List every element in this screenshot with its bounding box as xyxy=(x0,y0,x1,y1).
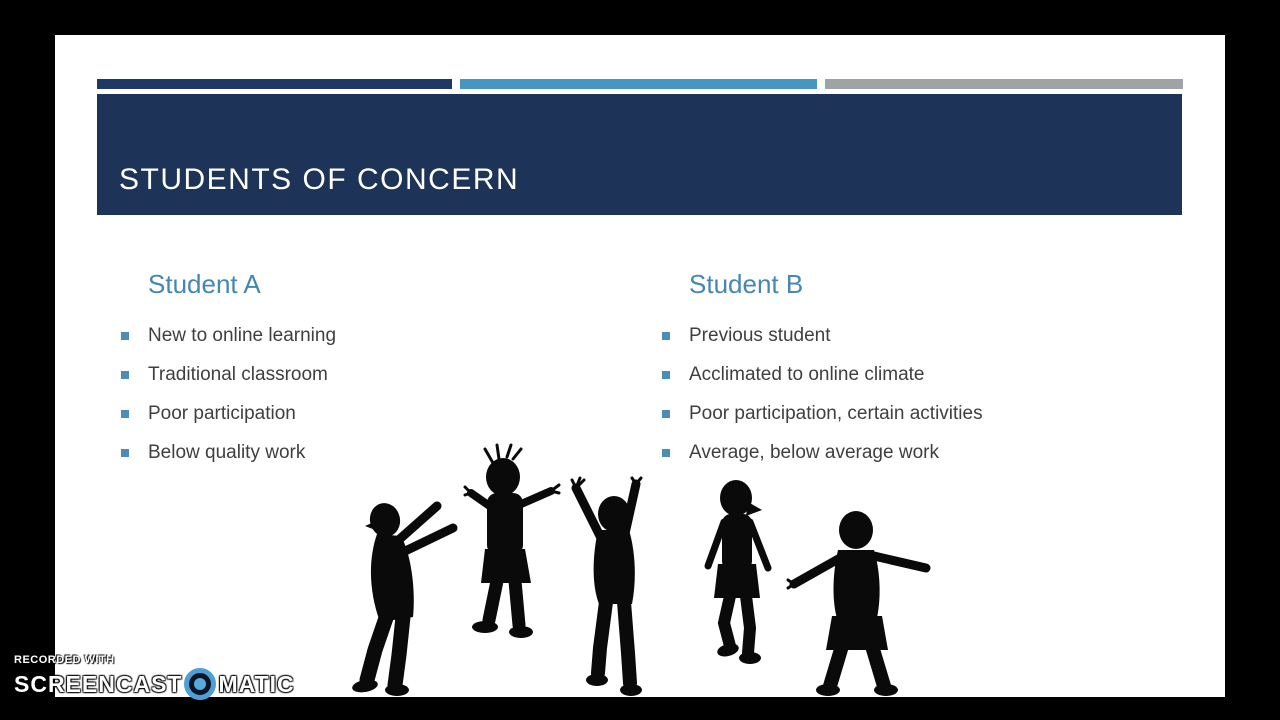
list-item xyxy=(121,394,601,433)
logo-center-dot xyxy=(194,678,206,690)
list-item-text: Previous student xyxy=(689,324,831,346)
list-item xyxy=(662,316,1142,355)
list-item-text: Below quality work xyxy=(148,441,306,463)
list-item-text: New to online learning xyxy=(148,324,337,346)
screencast-watermark xyxy=(14,654,295,700)
accent-bar-gray xyxy=(825,79,1183,89)
list-item-text: Traditional classroom xyxy=(148,363,328,385)
list-item-text: Poor participation, certain activities xyxy=(689,402,983,424)
bullet-square-icon xyxy=(121,332,129,340)
bullet-square-icon xyxy=(121,371,129,379)
accent-bar-blue xyxy=(460,79,817,89)
child-silhouette xyxy=(465,445,559,638)
slide-title: STUDENTS OF CONCERN xyxy=(119,163,520,196)
column-a-heading: Student A xyxy=(148,269,261,299)
list-item xyxy=(121,316,601,355)
bullet-square-icon xyxy=(662,371,670,379)
list-item xyxy=(121,355,601,394)
bullet-square-icon xyxy=(121,410,129,418)
presentation-slide xyxy=(55,35,1225,697)
child-silhouette xyxy=(572,478,642,696)
child-silhouette xyxy=(788,511,926,696)
accent-bar-navy xyxy=(97,79,452,89)
list-item-text: Acclimated to online climate xyxy=(689,363,925,385)
title-banner xyxy=(97,94,1182,215)
list-item-text: Poor participation xyxy=(148,402,296,424)
child-silhouette xyxy=(708,480,768,664)
brand-right-text: MATIC xyxy=(218,670,295,697)
bullet-square-icon xyxy=(662,332,670,340)
list-item-text: Average, below average work xyxy=(689,441,939,463)
bullet-square-icon xyxy=(662,410,670,418)
column-b-heading: Student B xyxy=(689,269,804,299)
screencast-o-matic-brand xyxy=(14,668,295,700)
child-silhouette xyxy=(351,500,453,696)
bullet-square-icon xyxy=(121,449,129,457)
screencast-o-matic-logo-icon xyxy=(184,668,216,700)
children-silhouettes-image xyxy=(350,440,950,697)
recorded-with-label: RECORDED WITH xyxy=(14,654,115,666)
brand-left-text: SCREENCAST xyxy=(14,670,183,697)
list-item xyxy=(662,394,1142,433)
list-item xyxy=(662,355,1142,394)
